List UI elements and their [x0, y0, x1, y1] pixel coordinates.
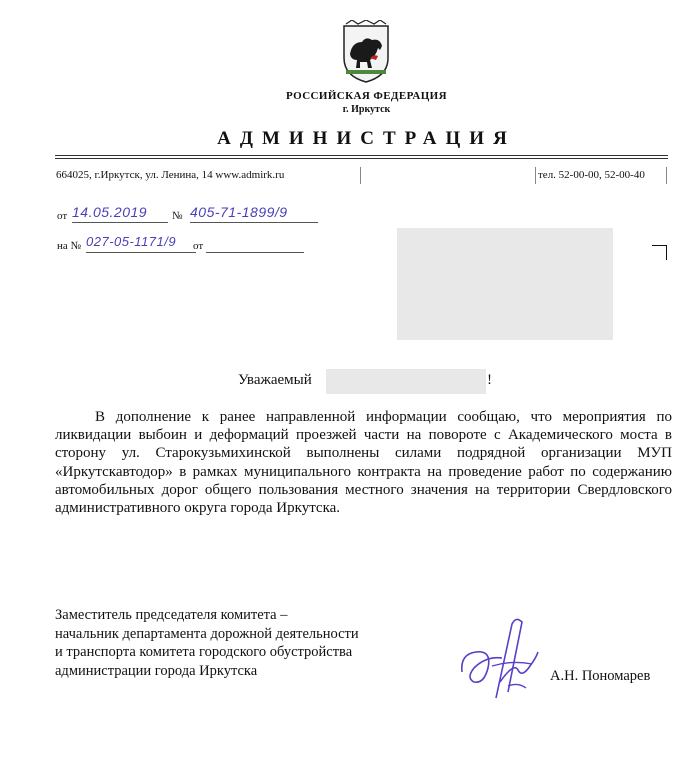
date-label: от: [57, 210, 68, 222]
reply-date-label: от: [193, 240, 204, 252]
number-label: №: [172, 210, 183, 222]
redacted-name: [326, 369, 486, 394]
separator: [360, 167, 361, 184]
signer-title-line: администрации города Иркутска: [55, 662, 258, 679]
city-name: г. Иркутск: [342, 104, 391, 115]
body-paragraph: В дополнение к ранее направленной информации сообщаю, что мероприятия по ликвидации выбоин и деформаций проезжей части на повороте с Академического моста в сторону ул. Старокузьмихинской выполнены силами подрядной организации МУП «Иркутскавтодор» в рамках муниципального контракта на проведение работ по содержанию автомобильных дорог общего пользования местного значения на территории Свердловского административного округа города Иркутска.: [55, 409, 672, 517]
header-rule: [55, 158, 668, 159]
separator: [666, 167, 667, 184]
handwritten-signature-icon: [452, 612, 548, 708]
irkutsk-coat-of-arms-icon: [340, 20, 392, 84]
address-corner-mark: [652, 245, 667, 260]
org-name: РОССИЙСКАЯ ФЕДЕРАЦИЯ: [286, 90, 447, 102]
letter-body: [55, 408, 672, 517]
greeting-end: !: [487, 372, 492, 388]
phone-line: тел. 52-00-00, 52-00-40: [538, 169, 645, 181]
reply-number: 027-05-1171/9: [86, 234, 196, 253]
greeting: Уважаемый: [238, 372, 312, 388]
signer-title-line: Заместитель председателя комитета –: [55, 607, 288, 623]
reply-date: [206, 236, 304, 253]
signer-name: А.Н. Пономарев: [550, 668, 651, 684]
admin-title: АДМИНИСТРАЦИЯ: [217, 128, 516, 149]
signer-title-line: начальник департамента дорожной деятельности: [55, 625, 359, 642]
address-line: 664025, г.Иркутск, ул. Ленина, 14 www.admirk.ru: [56, 169, 285, 181]
signer-title-line: и транспорта комитета городского обустройства: [55, 644, 353, 661]
reply-number-label: на №: [57, 240, 82, 252]
header-rule: [55, 155, 668, 156]
outgoing-date: 14.05.2019: [72, 204, 168, 223]
redacted-addressee: [397, 228, 613, 340]
signer-title: [55, 606, 435, 680]
outgoing-number: 405-71-1899/9: [190, 204, 318, 223]
